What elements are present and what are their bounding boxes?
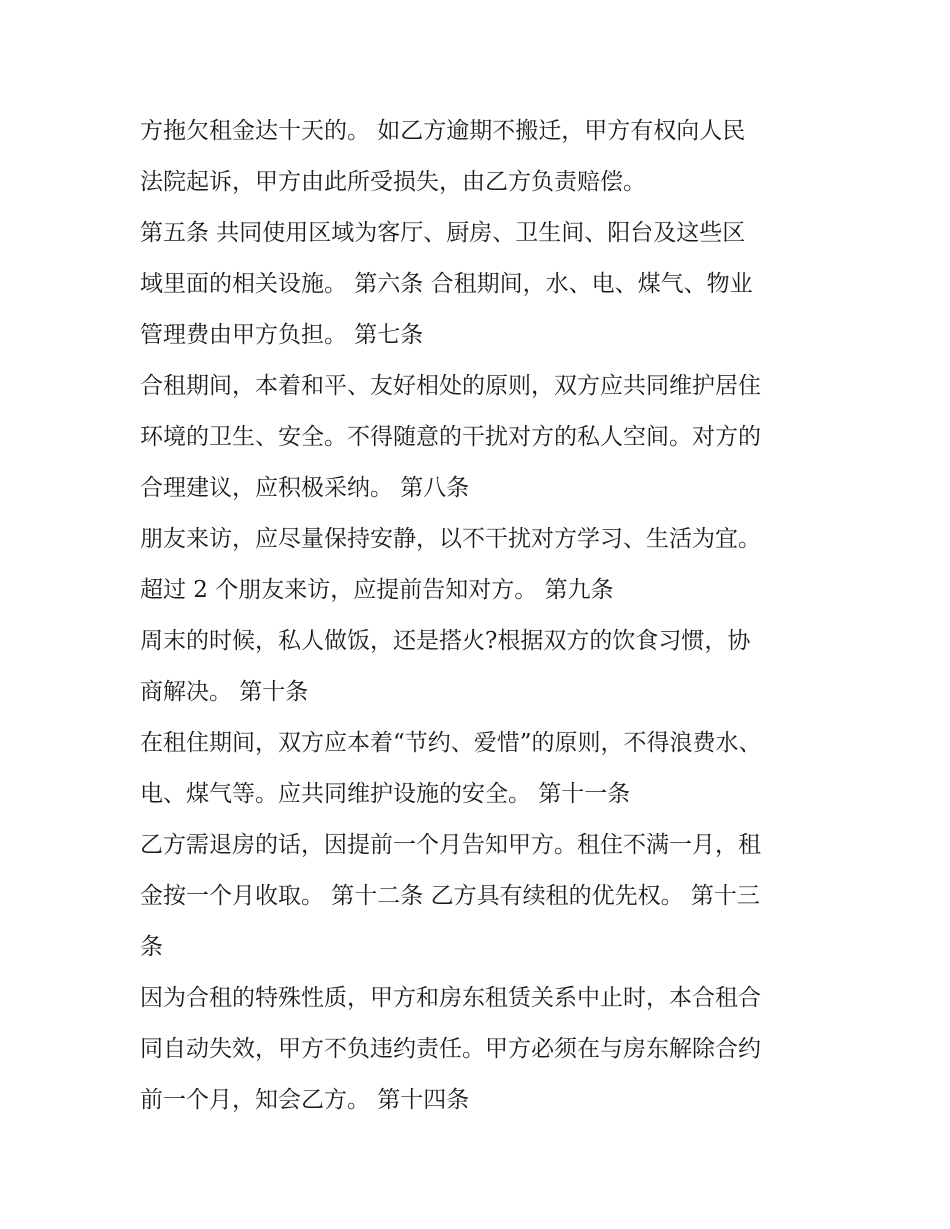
text-line: 周末的时候，私人做饭，还是搭火?根据双方的饮食习惯，协 xyxy=(140,628,751,654)
text-line: 朋友来访，应尽量保持安静，以不干扰对方学习、生活为宜。 xyxy=(140,526,761,552)
text-line: 乙方需退房的话，因提前一个月告知甲方。租住不满一月，租 xyxy=(140,832,761,858)
text-line: 法院起诉，甲方由此所受损失，由乙方负责赔偿。 xyxy=(140,169,646,195)
text-line: 合理建议，应积极采纳。 第八条 xyxy=(140,475,470,501)
text-line: 在租住期间，双方应本着“节约、爱惜”的原则，不得浪费水、 xyxy=(140,730,762,756)
text-line: 商解决。 第十条 xyxy=(140,679,309,705)
text-line: 超过 2 个朋友来访，应提前告知对方。 第九条 xyxy=(140,577,614,603)
text-line: 电、煤气等。应共同维护设施的安全。 第十一条 xyxy=(140,781,631,807)
text-line: 管理费由甲方负担。 第七条 xyxy=(140,322,424,348)
text-line: 前一个月，知会乙方。 第十四条 xyxy=(140,1087,470,1113)
text-line: 条 xyxy=(140,934,163,960)
text-line: 方拖欠租金达十天的。 如乙方逾期不搬迁，甲方有权向人民 xyxy=(140,118,746,144)
text-line: 金按一个月收取。 第十二条 乙方具有续租的优先权。 第十三 xyxy=(140,883,760,909)
text-line: 合租期间，本着和平、友好相处的原则，双方应共同维护居住 xyxy=(140,373,761,399)
text-line: 环境的卫生、安全。不得随意的干扰对方的私人空间。对方的 xyxy=(140,424,761,450)
document-body xyxy=(140,106,820,1126)
text-line: 域里面的相关设施。 第六条 合租期间，水、电、煤气、物业 xyxy=(140,271,753,297)
text-line: 第五条 共同使用区域为客厅、厨房、卫生间、阳台及这些区 xyxy=(140,220,746,246)
text-line: 因为合租的特殊性质，甲方和房东租赁关系中止时，本合租合 xyxy=(140,985,761,1011)
text-line: 同自动失效，甲方不负违约责任。甲方必须在与房东解除合约 xyxy=(140,1036,761,1062)
